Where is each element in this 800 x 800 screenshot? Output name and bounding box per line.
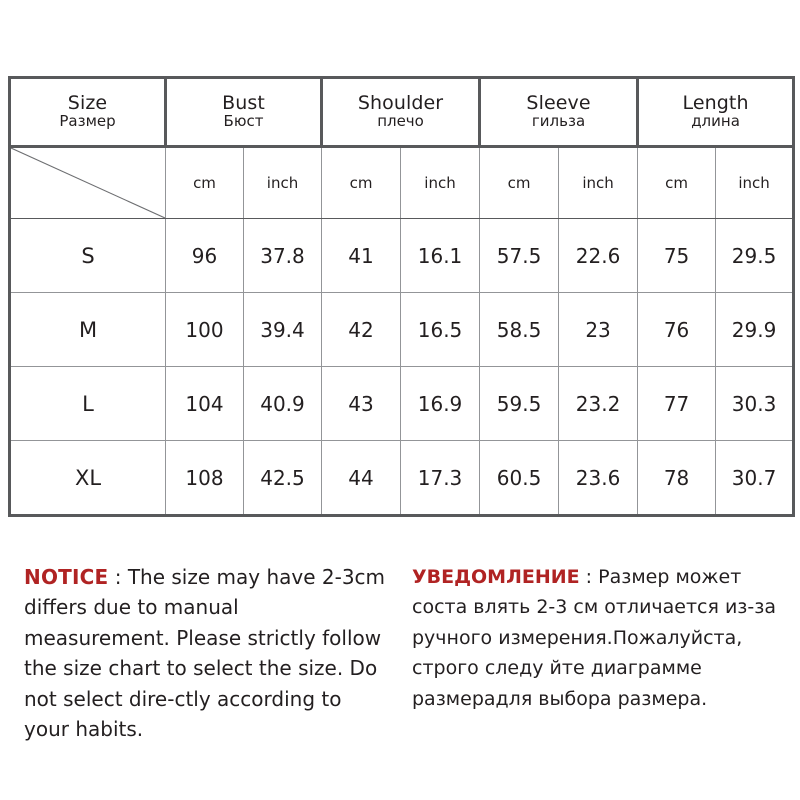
- table-header-groups: [10, 78, 794, 147]
- header-group-shoulder-ru: плечо: [377, 112, 424, 131]
- cell-length-cm: 76: [638, 293, 716, 367]
- cell-sleeve-inch: 23: [559, 293, 638, 367]
- header-group-length-en: Length: [682, 91, 749, 114]
- notice-russian-label: УВЕДОМЛЕНИЕ: [412, 566, 580, 588]
- cell-shoulder-inch: 17.3: [401, 441, 480, 516]
- notice-russian-text: [412, 562, 786, 714]
- cell-length-cm: 77: [638, 367, 716, 441]
- table-row: [10, 367, 794, 441]
- cell-length-inch: 29.5: [716, 219, 794, 293]
- header-group-bust-en: Bust: [222, 91, 265, 114]
- header-group-size-en: Size: [67, 91, 108, 114]
- size-chart: [8, 76, 792, 517]
- diagonal-corner-cell: [10, 147, 166, 219]
- header-group-bust-ru: Бюст: [223, 112, 264, 131]
- cell-sleeve-cm: 57.5: [480, 219, 559, 293]
- table-row: [10, 441, 794, 516]
- cell-bust-inch: 42.5: [244, 441, 322, 516]
- unit-length-inch: inch: [716, 147, 794, 219]
- cell-shoulder-cm: 42: [322, 293, 401, 367]
- notice-english: [0, 562, 400, 744]
- notice-english-separator: :: [108, 565, 128, 589]
- notice-russian-separator: :: [579, 566, 599, 588]
- size-chart-table: [8, 76, 795, 517]
- notice-english-label: NOTICE: [24, 565, 109, 589]
- cell-sleeve-cm: 59.5: [480, 367, 559, 441]
- cell-bust-inch: 37.8: [244, 219, 322, 293]
- notice-english-text: [24, 562, 388, 744]
- unit-sleeve-cm: cm: [480, 147, 559, 219]
- table-row: [10, 219, 794, 293]
- unit-bust-cm: cm: [166, 147, 244, 219]
- table-header-units: [10, 147, 794, 219]
- cell-sleeve-cm: 58.5: [480, 293, 559, 367]
- cell-shoulder-inch: 16.1: [401, 219, 480, 293]
- cell-bust-inch: 39.4: [244, 293, 322, 367]
- cell-size: S: [10, 219, 166, 293]
- cell-length-cm: 75: [638, 219, 716, 293]
- header-group-size-ru: Размер: [59, 112, 116, 131]
- cell-size: M: [10, 293, 166, 367]
- cell-shoulder-cm: 41: [322, 219, 401, 293]
- header-group-shoulder-en: Shoulder: [357, 91, 444, 114]
- cell-bust-inch: 40.9: [244, 367, 322, 441]
- table-row: [10, 293, 794, 367]
- cell-size: XL: [10, 441, 166, 516]
- cell-shoulder-cm: 43: [322, 367, 401, 441]
- cell-length-inch: 29.9: [716, 293, 794, 367]
- notice-russian-body: Размер может соста влять 2-3 см отличается из-за ручного измерения.Пожалуйста, строго следу йте диаграмме размерадля выбора размера.: [412, 566, 777, 710]
- cell-sleeve-inch: 22.6: [559, 219, 638, 293]
- cell-shoulder-inch: 16.5: [401, 293, 480, 367]
- cell-sleeve-inch: 23.2: [559, 367, 638, 441]
- unit-shoulder-inch: inch: [401, 147, 480, 219]
- unit-sleeve-inch: inch: [559, 147, 638, 219]
- diagonal-slash-icon: [11, 148, 165, 218]
- header-group-size: [10, 78, 166, 147]
- header-group-length-ru: длина: [691, 112, 740, 131]
- cell-bust-cm: 104: [166, 367, 244, 441]
- cell-shoulder-cm: 44: [322, 441, 401, 516]
- notices: [0, 562, 800, 744]
- cell-bust-cm: 96: [166, 219, 244, 293]
- header-group-sleeve-ru: гильза: [531, 112, 586, 131]
- unit-length-cm: cm: [638, 147, 716, 219]
- cell-shoulder-inch: 16.9: [401, 367, 480, 441]
- notice-english-body: The size may have 2-3cm differs due to manual measurement. Please strictly follow the size chart to select the size. Do not select dire-ctly according to your habits.: [24, 565, 386, 741]
- cell-sleeve-inch: 23.6: [559, 441, 638, 516]
- unit-bust-inch: inch: [244, 147, 322, 219]
- header-group-sleeve: [480, 78, 638, 147]
- cell-bust-cm: 108: [166, 441, 244, 516]
- cell-length-inch: 30.7: [716, 441, 794, 516]
- header-group-bust: [166, 78, 322, 147]
- cell-bust-cm: 100: [166, 293, 244, 367]
- cell-length-inch: 30.3: [716, 367, 794, 441]
- header-group-length: [638, 78, 794, 147]
- notice-russian: [400, 562, 800, 744]
- cell-size: L: [10, 367, 166, 441]
- cell-sleeve-cm: 60.5: [480, 441, 559, 516]
- unit-shoulder-cm: cm: [322, 147, 401, 219]
- cell-length-cm: 78: [638, 441, 716, 516]
- header-group-sleeve-en: Sleeve: [526, 91, 591, 114]
- header-group-shoulder: [322, 78, 480, 147]
